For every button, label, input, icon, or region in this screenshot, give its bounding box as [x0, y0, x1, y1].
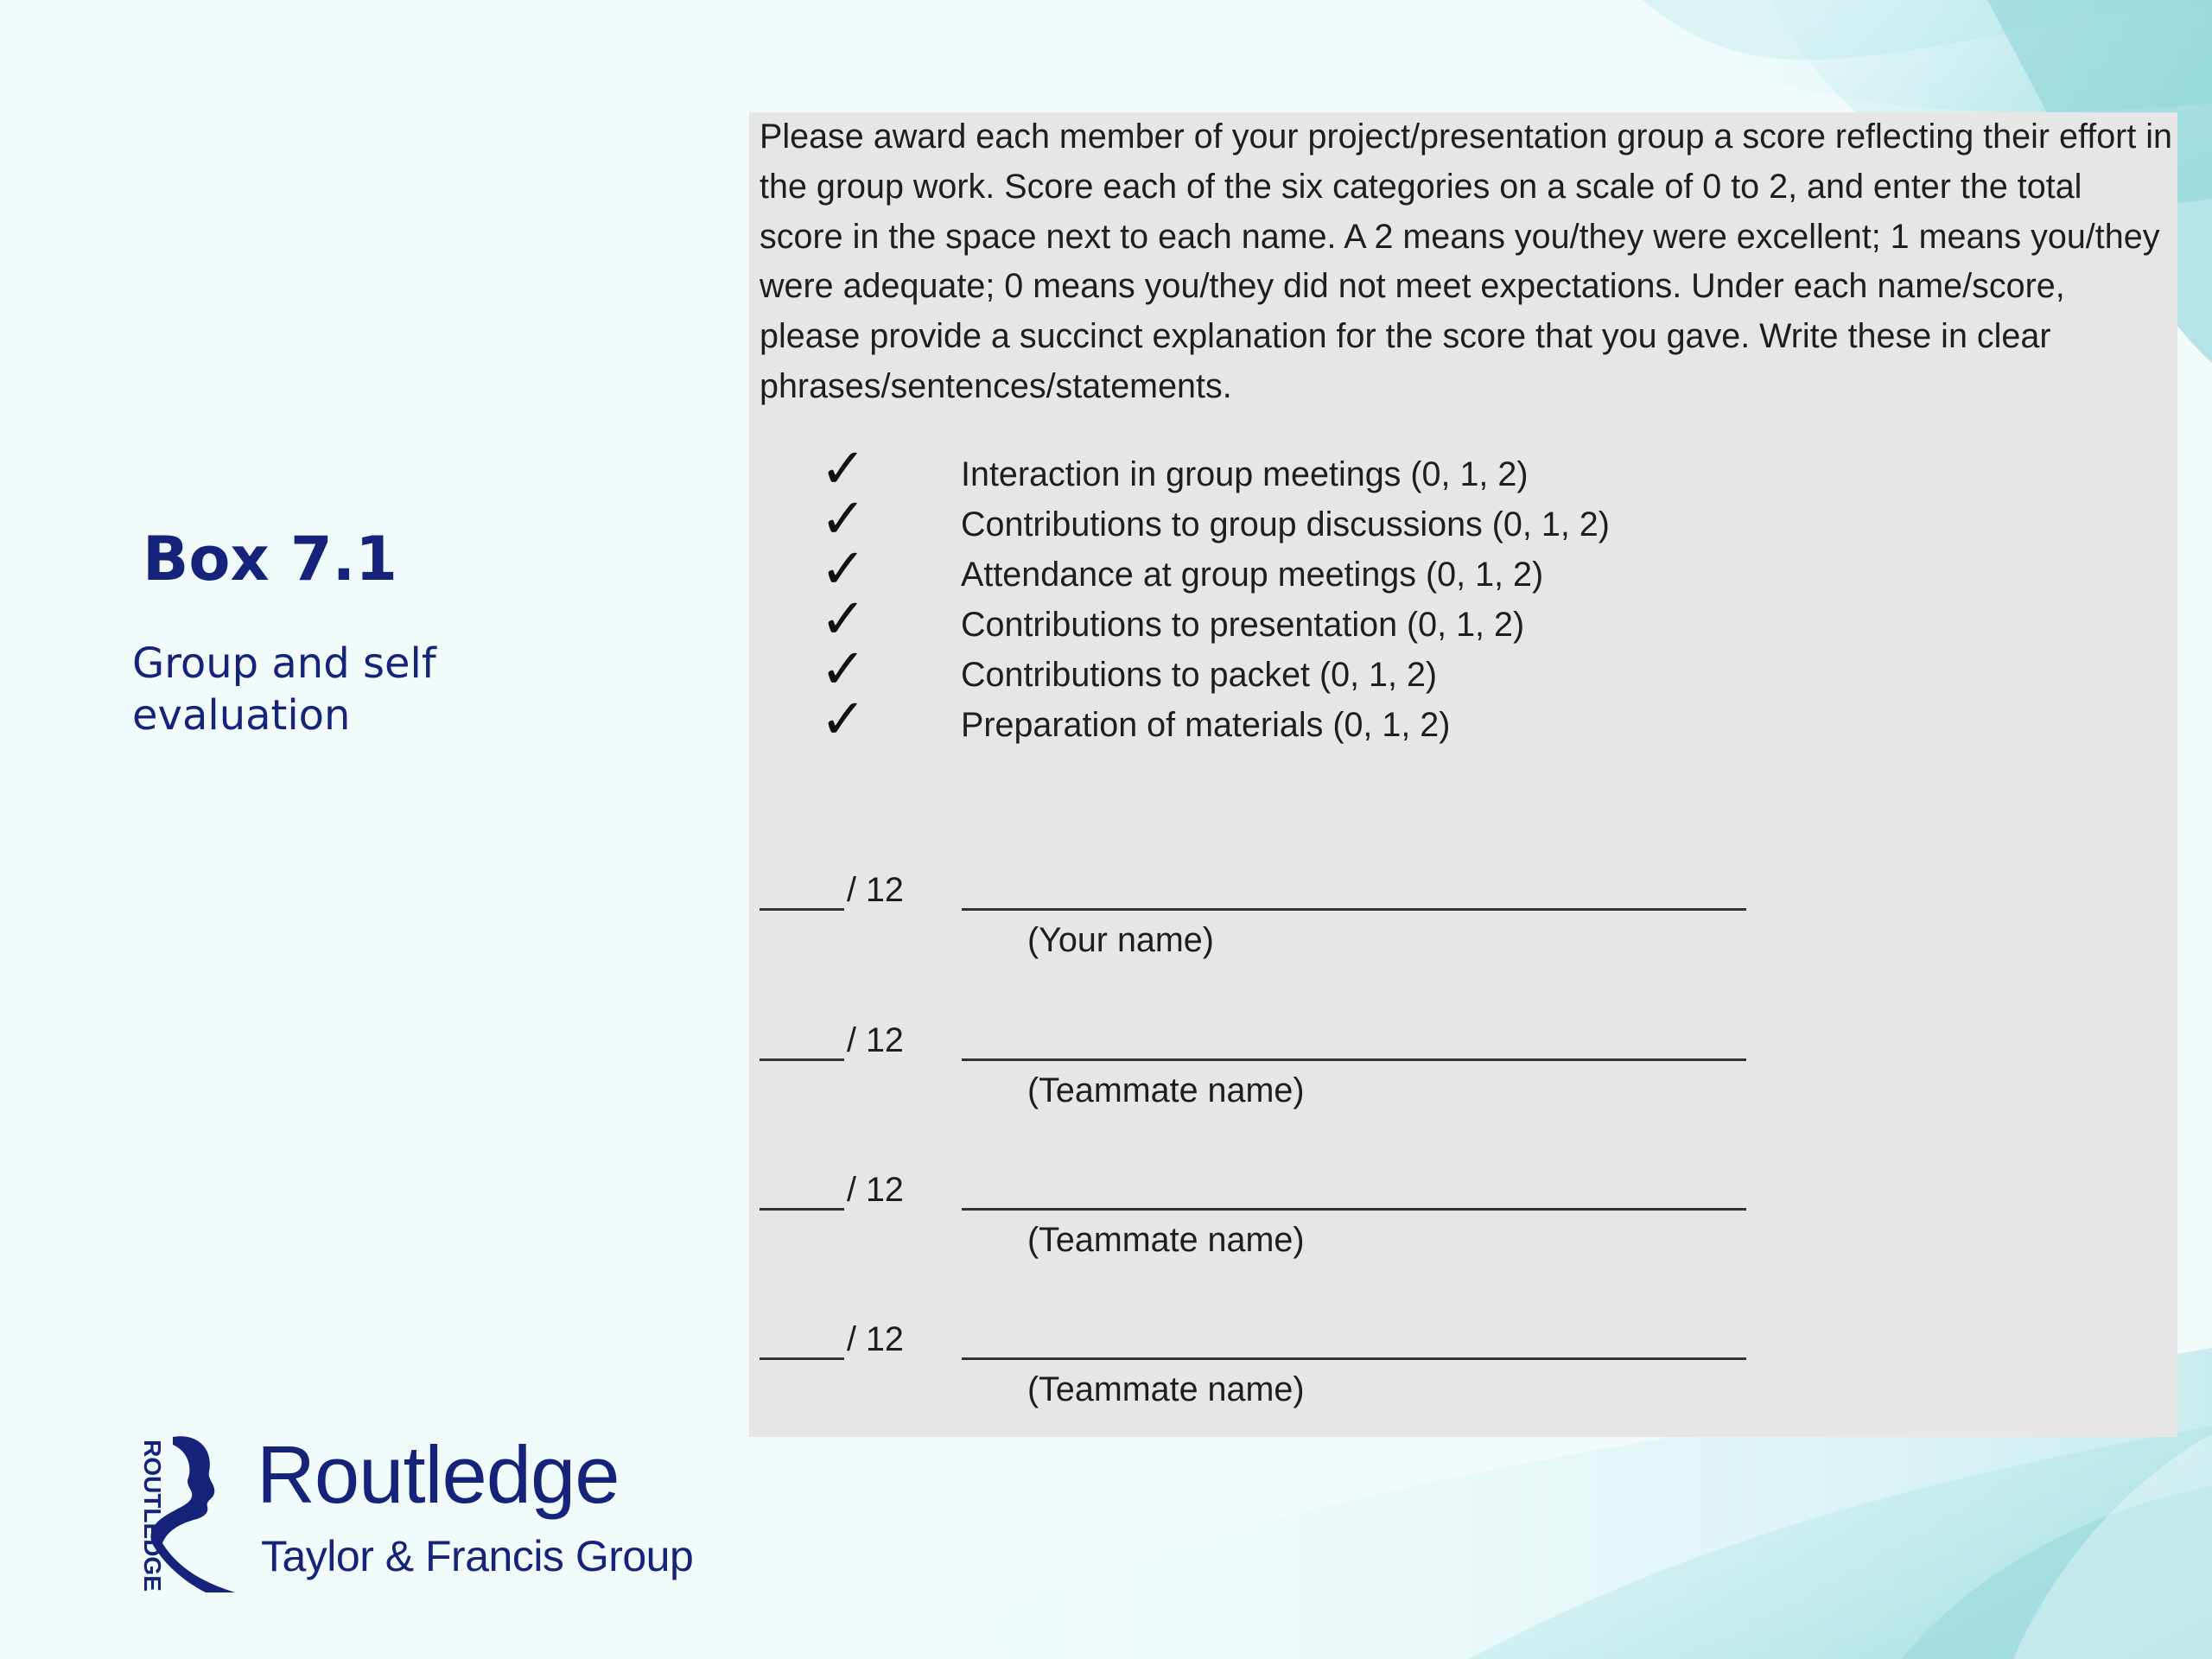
- score-blank-field[interactable]: [760, 865, 844, 911]
- score-max-label: / 12: [847, 1320, 904, 1358]
- routledge-logo: [123, 1429, 694, 1597]
- criterion-item: [749, 487, 2132, 551]
- score-max-label: / 12: [847, 1021, 904, 1059]
- score-row-teammate: [749, 1314, 2177, 1418]
- box-title: Box 7.1: [143, 524, 397, 594]
- check-mark-icon: ✓: [820, 688, 867, 752]
- check-mark-icon: ✓: [820, 487, 867, 551]
- check-mark-icon: ✓: [820, 638, 867, 702]
- criterion-label: Interaction in group meetings (0, 1, 2): [961, 455, 1529, 493]
- score-row-teammate: [749, 1165, 2177, 1268]
- logo-vertical-text: ROUTLEDGE: [139, 1440, 166, 1592]
- score-max-label: / 12: [847, 871, 904, 909]
- criterion-label: Contributions to packet (0, 1, 2): [961, 656, 1438, 694]
- score-max-label: / 12: [847, 1171, 904, 1209]
- criterion-item: [749, 588, 2132, 652]
- evaluation-form-panel: [749, 112, 2177, 1437]
- name-blank-field[interactable]: [962, 1314, 1746, 1360]
- logo-tagline: Taylor & Francis Group: [261, 1532, 694, 1580]
- score-blank-field[interactable]: [760, 1165, 844, 1211]
- check-mark-icon: ✓: [820, 437, 867, 501]
- box-subtitle: Group and self evaluation: [132, 639, 436, 740]
- criterion-label: Contributions to presentation (0, 1, 2): [961, 606, 1525, 644]
- check-mark-icon: ✓: [820, 588, 867, 652]
- name-caption: (Your name): [1027, 921, 1214, 959]
- name-blank-field[interactable]: [962, 1165, 1746, 1211]
- score-blank-field[interactable]: [760, 1015, 844, 1061]
- name-caption: (Teammate name): [1027, 1370, 1305, 1408]
- name-caption: (Teammate name): [1027, 1221, 1305, 1259]
- criterion-item: [749, 638, 2132, 702]
- criterion-label: Contributions to group discussions (0, 1, 2): [961, 505, 1610, 543]
- criterion-label: Attendance at group meetings (0, 1, 2): [961, 556, 1544, 594]
- logo-name: Routledge: [257, 1429, 620, 1520]
- criterion-label: Preparation of materials (0, 1, 2): [961, 706, 1451, 744]
- criterion-item: [749, 437, 2132, 501]
- name-caption: (Teammate name): [1027, 1071, 1305, 1109]
- check-mark-icon: ✓: [820, 537, 867, 601]
- score-row-teammate: [749, 1015, 2177, 1119]
- name-blank-field[interactable]: [962, 1015, 1746, 1061]
- score-blank-field[interactable]: [760, 1314, 844, 1360]
- form-instructions: Please award each member of your project/presentation group a score reflecting their effort in the group work. Score each of the six categories on a scale of 0 to 2, and enter the total score in the space next to each name. A 2 means you/they were excellent; 1 means you/they were adequate; 0 means you/they did not meet expectations. Under each name/score, please provide a succinct explanation for the score that you gave. Write these in clear phrases/sentences/statements.: [760, 118, 2173, 405]
- score-row-self: [749, 865, 2177, 969]
- name-blank-field[interactable]: [962, 865, 1746, 911]
- criterion-item: [749, 688, 2132, 752]
- criterion-item: [749, 537, 2132, 601]
